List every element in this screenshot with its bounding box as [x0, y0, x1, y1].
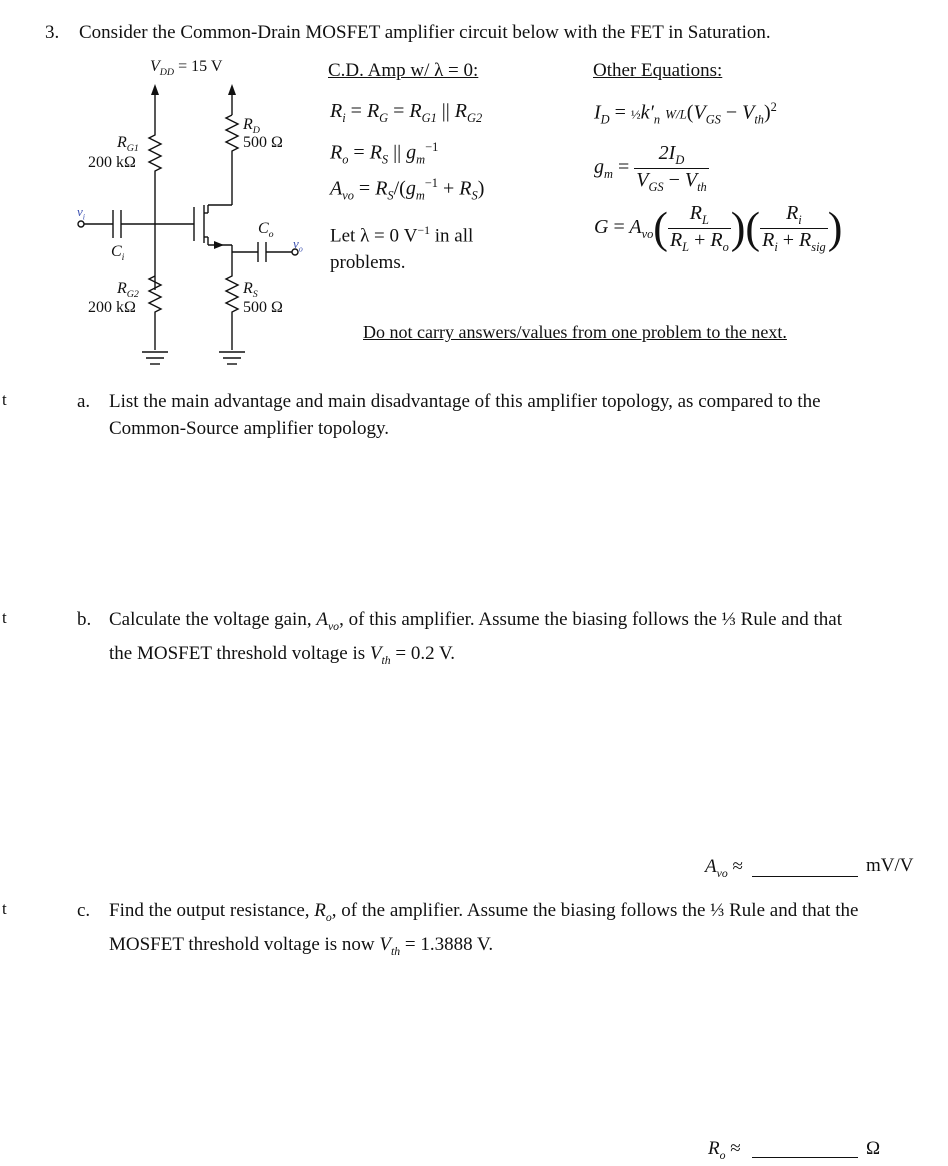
- part-c-text: Find the output resistance, $R_o$, of the amplifier. Assume the biasing follows the ⅓ Rule and that the MOSFET threshold voltage is now $V_{th} = 1.3888$ V.: [109, 900, 859, 958]
- vi-label: $v_i$: [77, 204, 86, 222]
- part-b-letter: b.: [77, 609, 92, 630]
- ci-label: $C_i$: [111, 243, 125, 264]
- ri-equation: $R_i = R_G = R_{G1}$ || $R_{G2}$: [330, 100, 483, 125]
- g-equation: $G = A_{vo}$( $\frac{R_L}{R_L + R_o}$ )( $\frac{R_i}{R_i + R_{sig}}$ ): [594, 202, 843, 254]
- avo-answer-unit: mV/V: [866, 855, 914, 876]
- vo-label: $v_o$: [293, 236, 303, 254]
- margin-mark-c: t: [2, 899, 7, 918]
- vdd-label: $V_{DD} = 15$ V: [150, 58, 223, 79]
- rg2-value: 200 kΩ: [88, 299, 136, 316]
- other-equations-heading: Other Equations:: [593, 60, 723, 81]
- part-a-text: List the main advantage and main disadvantage of this amplifier topology, as compared to the Common-Source amplifier topology.: [109, 391, 821, 439]
- gm-equation: $g_m$ = $\frac{2I_D}{V_{GS} - V_{th}}$: [594, 142, 707, 194]
- ro-answer-blank[interactable]: [752, 1156, 858, 1158]
- avo-answer-label: $A_{vo}$ ≈: [705, 856, 743, 880]
- question-intro: Consider the Common-Drain MOSFET amplifier circuit below with the FET in Saturation.: [79, 22, 771, 43]
- question-number: 3.: [45, 22, 60, 43]
- cd-amplifier-schematic: [60, 55, 330, 375]
- rs-value: 500 Ω: [243, 299, 283, 316]
- ro-answer-label: $R_o$ ≈: [708, 1138, 741, 1162]
- ro-equation: $R_o = R_S$ || $g_m^{-1}$: [330, 140, 439, 167]
- ro-answer-unit: Ω: [866, 1138, 881, 1159]
- rs-label: $R_S$: [243, 280, 258, 301]
- carry-over-note: Do not carry answers/values from one problem to the next.: [363, 322, 787, 342]
- id-equation: $I_D$ = $\frac{1}{2}k'_n$ $W/L(V_{GS} - V_{th})^2$: [594, 100, 777, 127]
- avo-answer-blank[interactable]: [752, 875, 858, 877]
- part-b-text: Calculate the voltage gain, $A_{vo}$, of this amplifier. Assume the biasing follows the ⅓ Rule and that the MOSFET threshold voltage is $V_{th} = 0.2$ V.: [109, 609, 842, 667]
- rd-value: 500 Ω: [243, 134, 283, 151]
- let-lambda-line: Let λ = 0 $V^{-1}$ in all: [330, 224, 474, 247]
- part-c-letter: c.: [77, 900, 91, 921]
- margin-mark-b: t: [2, 608, 7, 627]
- rd-label: $R_D$: [243, 116, 260, 137]
- rg2-label: $R_{G2}$: [117, 280, 139, 301]
- co-label: $C_o$: [258, 220, 274, 241]
- rg1-value: 200 kΩ: [88, 154, 136, 171]
- avo-equation: $A_{vo} = R_S/(g_m^{-1} + R_S)$: [330, 176, 485, 203]
- let-lambda-line2: problems.: [330, 252, 406, 273]
- cd-amp-heading: C.D. Amp w/ λ = 0:: [328, 60, 479, 81]
- margin-mark-a: t: [2, 390, 7, 409]
- part-a-letter: a.: [77, 391, 91, 412]
- rg1-label: $R_{G1}$: [117, 134, 139, 155]
